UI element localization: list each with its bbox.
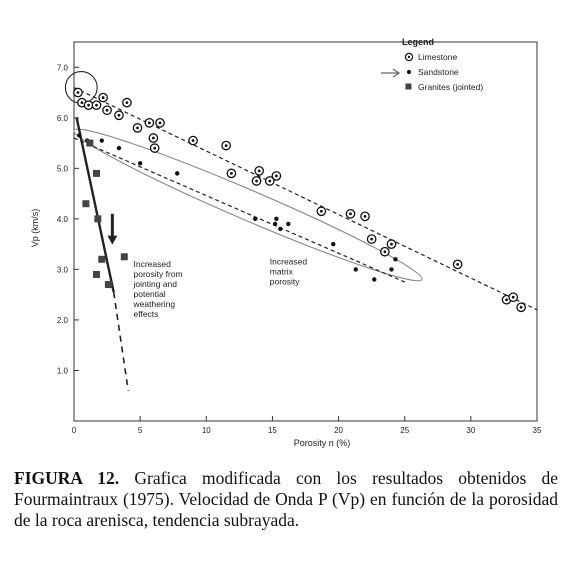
x-tick-label: 0	[71, 426, 77, 435]
limestone-point-center	[349, 212, 352, 215]
legend-granite-marker	[406, 84, 412, 90]
x-tick-label: 10	[201, 426, 211, 435]
limestone-point-center	[512, 296, 515, 299]
limestone-point-center	[390, 243, 393, 246]
sandstone-point	[253, 217, 257, 221]
sandstone-point	[77, 133, 81, 137]
limestone-point	[227, 169, 235, 177]
limestone-point-center	[87, 104, 90, 107]
limestone-point	[156, 119, 164, 127]
limestone-point-center	[153, 147, 156, 150]
plot-frame	[74, 42, 537, 421]
limestone-point-center	[505, 298, 508, 301]
limestone-point	[150, 144, 158, 152]
annot-jointing-line: jointing and	[133, 278, 178, 289]
x-tick-label: 30	[466, 426, 476, 435]
granites-point	[121, 253, 128, 260]
legend-title: Legend	[402, 37, 435, 47]
chart-annotations	[133, 256, 308, 319]
limestone-point	[387, 240, 395, 248]
granites-point	[86, 140, 93, 147]
limestone-point	[222, 141, 230, 149]
sandstone-trend	[74, 138, 405, 282]
figure-caption	[14, 468, 558, 531]
limestone-point	[346, 210, 354, 218]
limestone-point-center	[230, 172, 233, 175]
limestone-point	[133, 124, 141, 132]
limestone-point	[509, 293, 517, 301]
limestone-point	[255, 167, 263, 175]
limestone-point-center	[148, 121, 151, 124]
sandstone-point	[274, 217, 278, 221]
axis-ticks	[57, 63, 542, 435]
limestone-point	[453, 260, 461, 268]
limestone-point	[99, 93, 107, 101]
annot-matrix-line: porosity	[269, 276, 300, 287]
limestone-point	[145, 119, 153, 127]
limestone-point-center	[77, 91, 80, 94]
annot-matrix	[270, 256, 308, 286]
limestone-point-center	[192, 139, 195, 142]
granite-trend-extension	[114, 292, 129, 391]
granites-point	[82, 200, 89, 207]
limestone-point-center	[152, 137, 155, 140]
limestone-point-center	[364, 215, 367, 218]
granites-point	[98, 256, 105, 263]
limestone-point-center	[126, 101, 129, 104]
legend-limestone-label: Limestone	[418, 52, 458, 62]
annot-jointing-line: weathering	[133, 298, 176, 309]
limestone-point-center	[320, 210, 323, 213]
sandstone-point	[331, 242, 335, 246]
annot-jointing-line: Increased	[133, 258, 171, 269]
y-tick-label: 5.0	[56, 164, 68, 174]
limestone-point-center	[456, 263, 459, 266]
legend-limestone-marker-dot	[408, 56, 410, 58]
chart-arrows	[107, 214, 117, 245]
annot-matrix-line: matrix	[269, 266, 293, 277]
annot-jointing-line: effects	[133, 308, 159, 319]
x-axis-label: Porosity n (%)	[293, 438, 351, 448]
y-tick-label: 1.0	[56, 366, 68, 376]
limestone-point	[189, 136, 197, 144]
y-tick-label: 6.0	[56, 113, 68, 123]
limestone-point	[361, 212, 369, 220]
limestone-point-center	[370, 238, 373, 241]
arrow-jointing-head	[107, 236, 117, 245]
legend-sandstone-arrow-icon	[381, 69, 399, 77]
limestone-point	[252, 177, 260, 185]
annot-jointing-line: porosity from	[133, 268, 183, 279]
y-axis-label: Vp (km/s)	[30, 208, 40, 248]
limestone-point-center	[102, 96, 105, 99]
limestone-point	[115, 111, 123, 119]
limestone-point	[272, 172, 280, 180]
y-tick-label: 7.0	[56, 63, 68, 73]
granites-point	[93, 170, 100, 177]
limestone-point-center	[255, 180, 258, 183]
limestone-point-center	[383, 250, 386, 253]
granites-point	[93, 271, 100, 278]
sandstone-point	[354, 267, 358, 271]
granites-point	[105, 281, 112, 288]
limestone-point-center	[258, 169, 261, 172]
legend-sandstone-marker	[407, 70, 411, 74]
limestone-point-center	[118, 114, 121, 117]
x-tick-label: 15	[267, 426, 277, 435]
limestone-point	[103, 106, 111, 114]
limestone-point-center	[520, 306, 523, 309]
x-tick-label: 5	[137, 426, 143, 435]
limestone-point-center	[275, 175, 278, 178]
limestone-point-center	[159, 121, 162, 124]
limestone-point	[517, 303, 525, 311]
legend	[381, 37, 483, 92]
limestone-point-center	[268, 180, 271, 183]
y-tick-label: 3.0	[56, 265, 68, 275]
x-tick-label: 25	[400, 426, 410, 435]
limestone-point	[74, 88, 82, 96]
annot-matrix-line: Increased	[269, 256, 308, 267]
ellipse-highlight-sandstone	[68, 117, 428, 294]
x-tick-label: 20	[334, 426, 344, 435]
granite-trend-solid	[77, 118, 114, 292]
limestone-point	[317, 207, 325, 215]
limestone-point-center	[95, 104, 98, 107]
y-tick-label: 4.0	[56, 214, 68, 224]
sandstone-point	[278, 227, 282, 231]
caption-label: FIGURA 12.	[14, 468, 120, 488]
limestone-point	[381, 248, 389, 256]
x-tick-label: 35	[532, 426, 542, 435]
limestone-point-center	[81, 101, 84, 104]
limestone-point	[367, 235, 375, 243]
limestone-point	[92, 101, 100, 109]
sandstone-point	[117, 146, 121, 150]
sandstone-point	[100, 138, 104, 142]
sandstone-point	[372, 277, 376, 281]
limestone-point	[149, 134, 157, 142]
annot-jointing-line: potential	[133, 288, 166, 299]
granites-point	[94, 215, 101, 222]
sandstone-point	[389, 267, 393, 271]
sandstone-point	[138, 161, 142, 165]
limestone-point-center	[225, 144, 228, 147]
sandstone-point	[286, 222, 290, 226]
chart-highlights	[65, 72, 427, 294]
limestone-point-center	[106, 109, 109, 112]
sandstone-point	[175, 171, 179, 175]
sandstone-point	[273, 222, 277, 226]
y-tick-label: 2.0	[56, 315, 68, 325]
sandstone-point	[393, 257, 397, 261]
annot-jointing	[133, 259, 183, 319]
limestone-point	[84, 101, 92, 109]
limestone-point	[123, 98, 131, 106]
trend-lines	[74, 87, 537, 390]
caption-text: Grafica modificada con los resultados obtenidos de Fourmaintraux (1975). Velocidad de Onda P (Vp) en función de la porosidad de la roca arenisca, tendencia subrayada.	[14, 468, 559, 530]
legend-granite-label: Granites (jointed)	[418, 82, 484, 92]
legend-sandstone-label: Sandstone	[418, 67, 459, 77]
limestone-point-center	[136, 127, 139, 130]
